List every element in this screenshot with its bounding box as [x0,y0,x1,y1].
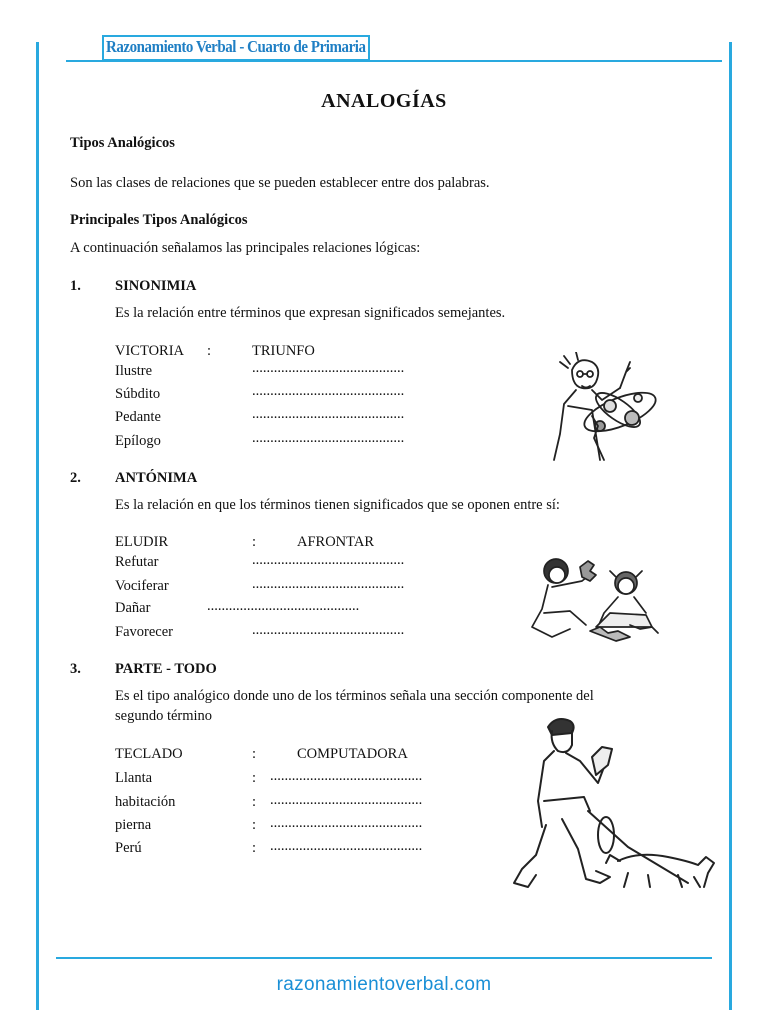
man-walking-dog-illustration [508,715,720,893]
answer-dots: .......................................... [270,838,423,854]
section-description: Es el tipo analógico donde uno de los términos señala una sección componente del [115,688,594,704]
principal-heading: Principales Tipos Analógicos [70,212,248,228]
answer-dots: .......................................... [252,360,405,376]
list-item: Favorecer [115,624,173,640]
answer-dots: .......................................... [252,406,405,422]
example-right: TRIUNFO [252,343,315,359]
example-separator: : [207,343,212,359]
answer-dots: .......................................... [252,552,405,568]
example-left: VICTORIA [115,343,185,359]
section-heading: SINONIMIA [115,278,197,294]
right-border [729,42,732,1010]
header-label: Razonamiento Verbal - Cuarto de Primaria [106,37,366,56]
item-separator: : [252,840,257,856]
page-title: ANALOGÍAS [321,90,447,112]
example-left: TECLADO [115,746,183,762]
answer-dots: .......................................... [207,598,360,614]
intro-text: Son las clases de relaciones que se pueden establecer entre dos palabras. [70,175,490,191]
footer-rule [56,957,712,959]
list-item: Ilustre [115,363,153,379]
footer-website: razonamientoverbal.com [276,974,492,995]
section-description: Es la relación entre términos que expresan significados semejantes. [115,305,506,321]
list-item: Dañar [115,600,151,616]
example-separator: : [252,746,257,762]
list-item: Refutar [115,554,159,570]
principal-text: A continuación señalamos las principales relaciones lógicas: [70,240,421,256]
section-number: 1. [70,278,81,294]
answer-dots: .......................................... [270,768,423,784]
children-puzzle-illustration [530,553,665,643]
list-item: Pedante [115,409,161,425]
section-heading: ANTÓNIMA [115,470,198,486]
answer-dots: .......................................... [252,622,405,638]
list-item: Vociferar [115,578,169,594]
list-item: Llanta [115,770,153,786]
intro-heading: Tipos Analógicos [70,135,175,151]
answer-dots: .......................................... [270,815,423,831]
section-number: 3. [70,661,81,677]
scientist-illustration [548,352,666,462]
section-description: Es la relación en que los términos tienen significados que se oponen entre sí: [115,497,560,513]
answer-dots: .......................................... [252,576,405,592]
item-separator: : [252,770,257,786]
item-separator: : [252,817,257,833]
left-border [36,42,39,1010]
example-left: ELUDIR [115,534,169,550]
list-item: pierna [115,817,152,833]
example-right: COMPUTADORA [297,746,408,762]
section-heading: PARTE - TODO [115,661,217,677]
list-item: habitación [115,794,176,810]
example-right: AFRONTAR [297,534,374,550]
section-number: 2. [70,470,81,486]
list-item: Perú [115,840,142,856]
answer-dots: .......................................... [252,383,405,399]
section-description-continued: segundo término [115,708,213,724]
answer-dots: .......................................... [270,792,423,808]
answer-dots: .......................................... [252,430,405,446]
list-item: Epílogo [115,433,161,449]
example-separator: : [252,534,257,550]
item-separator: : [252,794,257,810]
list-item: Súbdito [115,386,161,402]
